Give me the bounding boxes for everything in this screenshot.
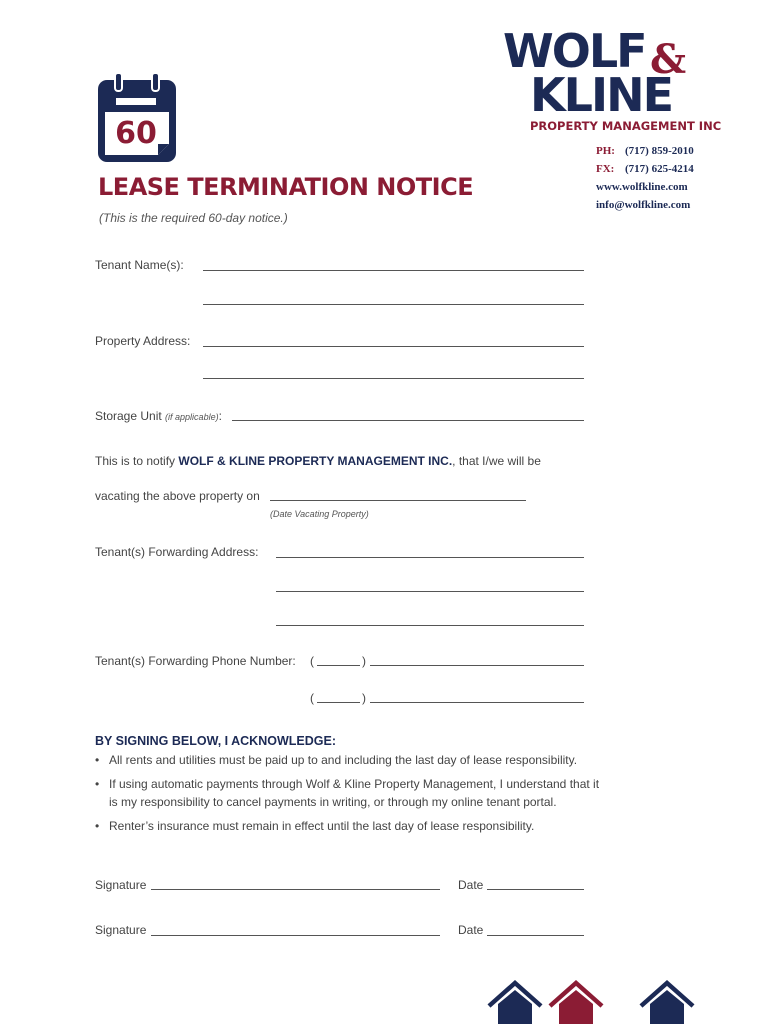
signature-line-2[interactable]	[151, 935, 440, 936]
storage-unit-colon: :	[218, 409, 222, 423]
notify-text	[95, 454, 541, 468]
phone-number-line-2[interactable]	[370, 702, 584, 703]
acknowledge-item	[95, 751, 609, 769]
property-address-label: Property Address:	[95, 334, 191, 348]
fax-value: (717) 625-4214	[625, 163, 694, 175]
bullet-icon: •	[95, 753, 100, 767]
bullet-icon: •	[95, 819, 100, 833]
storage-unit-line[interactable]	[232, 420, 584, 421]
phone-value: (717) 859-2010	[625, 145, 694, 157]
date-line-2[interactable]	[487, 935, 584, 936]
phone-close-paren-1: )	[362, 654, 366, 668]
page-subtitle: (This is the required 60-day notice.)	[99, 211, 288, 225]
storage-unit-label	[95, 409, 222, 423]
tenant-names-line-1[interactable]	[203, 270, 584, 271]
fax-label: FX:	[596, 163, 615, 175]
phone-label: PH:	[596, 145, 615, 157]
contact-phone	[596, 145, 694, 157]
date-label-2: Date	[458, 923, 484, 937]
phone-close-paren-2: )	[362, 691, 366, 705]
logo-wolf: WOLF	[503, 24, 646, 78]
vacating-date-line[interactable]	[270, 500, 526, 501]
acknowledge-item-text: All rents and utilities must be paid up to and including the last day of lease responsibility.	[109, 753, 578, 767]
calendar-number: 60	[115, 116, 157, 151]
acknowledge-item-text: Renter’s insurance must remain in effect until the last day of lease responsibility.	[109, 819, 535, 833]
forwarding-address-line-2[interactable]	[276, 591, 584, 592]
storage-unit-text: Storage Unit	[95, 409, 162, 423]
vacating-text: vacating the above property on	[95, 489, 260, 503]
logo-kline: KLINE	[530, 68, 672, 122]
signature-label-1: Signature	[95, 878, 147, 892]
acknowledge-item-text: If using automatic payments through Wolf & Kline Property Management, I understand that it is my responsibility to cancel payments in writing, or through my online tenant portal.	[109, 777, 600, 809]
vacating-date-note: (Date Vacating Property)	[270, 509, 369, 519]
house-icon-navy-left	[486, 980, 544, 1029]
forwarding-phone-label: Tenant(s) Forwarding Phone Number:	[95, 654, 296, 668]
notify-company: WOLF & KLINE PROPERTY MANAGEMENT INC.	[178, 454, 453, 468]
signature-line-1[interactable]	[151, 889, 440, 890]
phone-open-paren-1: (	[310, 654, 314, 668]
property-address-line-1[interactable]	[203, 346, 584, 347]
forwarding-address-line-3[interactable]	[276, 625, 584, 626]
contact-email: info@wolfkline.com	[596, 199, 691, 211]
tenant-names-line-2[interactable]	[203, 304, 584, 305]
tenant-names-label: Tenant Name(s):	[95, 258, 184, 272]
logo-ampersand: &	[650, 36, 687, 83]
phone-area-code-line-1[interactable]	[317, 665, 360, 666]
acknowledge-item	[95, 817, 609, 835]
date-label-1: Date	[458, 878, 484, 892]
contact-website: www.wolfkline.com	[596, 181, 688, 193]
phone-open-paren-2: (	[310, 691, 314, 705]
page-title: LEASE TERMINATION NOTICE	[98, 173, 474, 201]
company-logo	[503, 24, 722, 136]
storage-unit-note: (if applicable)	[165, 412, 219, 422]
notify-prefix: This is to notify	[95, 454, 179, 468]
phone-area-code-line-2[interactable]	[317, 702, 360, 703]
forwarding-address-label: Tenant(s) Forwarding Address:	[95, 545, 259, 559]
house-icon-red	[547, 980, 605, 1029]
logo-subtitle: PROPERTY MANAGEMENT INC	[530, 119, 722, 133]
house-icon-navy-right	[638, 980, 696, 1029]
signature-label-2: Signature	[95, 923, 147, 937]
bullet-icon: •	[95, 777, 100, 791]
contact-fax	[596, 163, 694, 175]
date-line-1[interactable]	[487, 889, 584, 890]
property-address-line-2[interactable]	[203, 378, 584, 379]
notify-suffix: , that I/we will be	[452, 454, 541, 468]
forwarding-address-line-1[interactable]	[276, 557, 584, 558]
calendar-icon	[96, 72, 180, 164]
phone-number-line-1[interactable]	[370, 665, 584, 666]
acknowledge-item	[95, 775, 609, 811]
acknowledge-heading: BY SIGNING BELOW, I ACKNOWLEDGE:	[95, 734, 336, 748]
